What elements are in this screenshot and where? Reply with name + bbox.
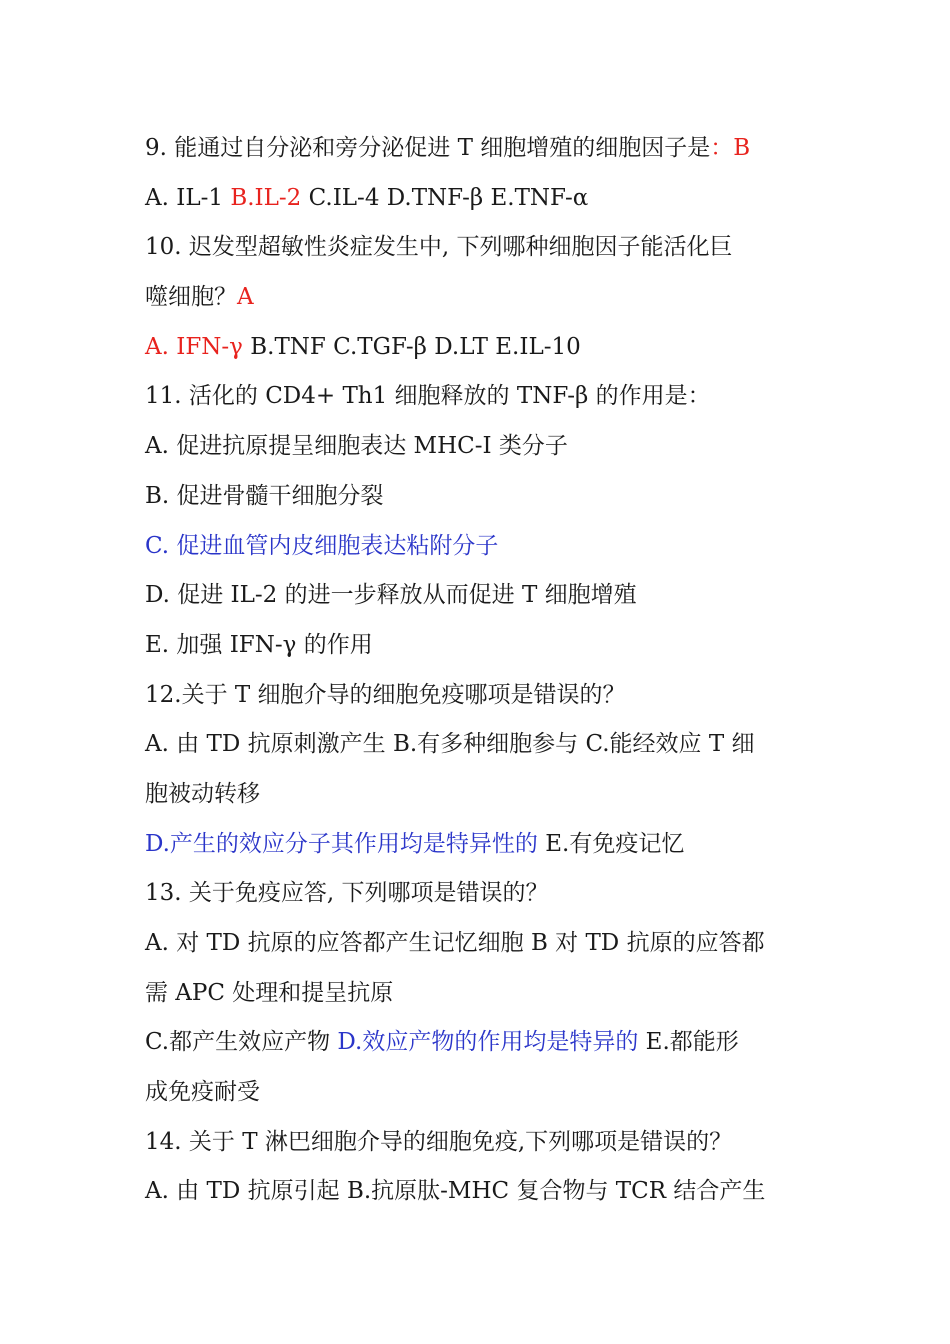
text-segment: 需 APC 处理和提呈抗原: [145, 979, 394, 1006]
text-segment: D. 促进 IL-2 的进一步释放从而促进 T 细胞增殖: [145, 582, 637, 609]
answer-highlight: ：B: [710, 135, 751, 161]
text-segment: 成免疫耐受: [145, 1079, 260, 1106]
text-line: [145, 1118, 815, 1168]
answer-highlight: A. IFN-γ: [145, 333, 243, 360]
text-segment: A. 对 TD 抗原的应答都产生记忆细胞 B 对 TD 抗原的应答都: [145, 930, 765, 956]
text-line: [145, 273, 815, 323]
text-line: [145, 522, 815, 572]
text-line: [145, 869, 815, 919]
answer-highlight: C. 促进血管内皮细胞表达粘附分子: [145, 532, 499, 559]
text-segment: 14. 关于 T 淋巴细胞介导的细胞免疫,下列哪项是错误的？: [145, 1128, 733, 1155]
text-line: [145, 1167, 815, 1217]
text-segment: 12.关于 T 细胞介导的细胞免疫哪项是错误的？: [145, 681, 626, 708]
text-segment: A. 由 TD 抗原引起 B.抗原肽-MHC 复合物与 TCR 结合产生: [145, 1178, 766, 1205]
text-segment: 11. 活化的 CD4+ Th1 细胞释放的 TNF-β 的作用是：: [145, 383, 711, 410]
text-line: [145, 372, 815, 422]
text-segment: 9. 能通过自分泌和旁分泌促进 T 细胞增殖的细胞因子是: [145, 135, 711, 161]
text-line: [145, 621, 815, 671]
answer-highlight: B.IL-2: [230, 184, 302, 211]
text-segment: A. 促进抗原提呈细胞表达 MHC-I 类分子: [145, 433, 568, 460]
text-segment: E.都能形: [638, 1029, 739, 1056]
text-line: [145, 770, 815, 820]
text-segment: A. IL-1: [145, 184, 231, 211]
answer-highlight: D.产生的效应分子其作用均是特异性的: [145, 830, 538, 857]
text-line: [145, 323, 815, 373]
text-line: [145, 223, 815, 273]
text-line: [145, 820, 815, 870]
text-segment: C.IL-4 D.TNF-β E.TNF-α: [301, 184, 589, 211]
text-segment: E.有免疫记忆: [537, 830, 685, 857]
answer-highlight: D.效应产物的作用均是特异的: [337, 1029, 639, 1056]
text-line: [145, 1068, 815, 1118]
text-line: [145, 969, 815, 1019]
text-line: [145, 671, 815, 721]
text-segment: 胞被动转移: [145, 780, 260, 807]
text-segment: A. 由 TD 抗原刺激产生 B.有多种细胞参与 C.能经效应 T 细: [145, 731, 755, 758]
text-segment: 10. 迟发型超敏性炎症发生中, 下列哪种细胞因子能活化巨: [145, 234, 733, 261]
text-line: [145, 174, 815, 224]
text-segment: 13. 关于免疫应答, 下列哪项是错误的？: [145, 880, 549, 907]
text-segment: B. 促进骨髓干细胞分裂: [145, 482, 384, 509]
text-line: [145, 919, 815, 969]
text-segment: E. 加强 IFN-γ 的作用: [145, 631, 373, 658]
text-line: [145, 1018, 815, 1068]
text-segment: 噬细胞？: [145, 284, 237, 311]
text-line: [145, 472, 815, 522]
text-line: [145, 422, 815, 472]
text-line: [145, 571, 815, 621]
text-segment: C.都产生效应产物: [145, 1029, 338, 1056]
text-line: [145, 720, 815, 770]
question-text-block: [145, 124, 815, 1217]
text-line: [145, 124, 815, 174]
text-segment: B.TNF C.TGF-β D.LT E.IL-10: [242, 333, 581, 360]
answer-highlight: A: [237, 284, 254, 311]
